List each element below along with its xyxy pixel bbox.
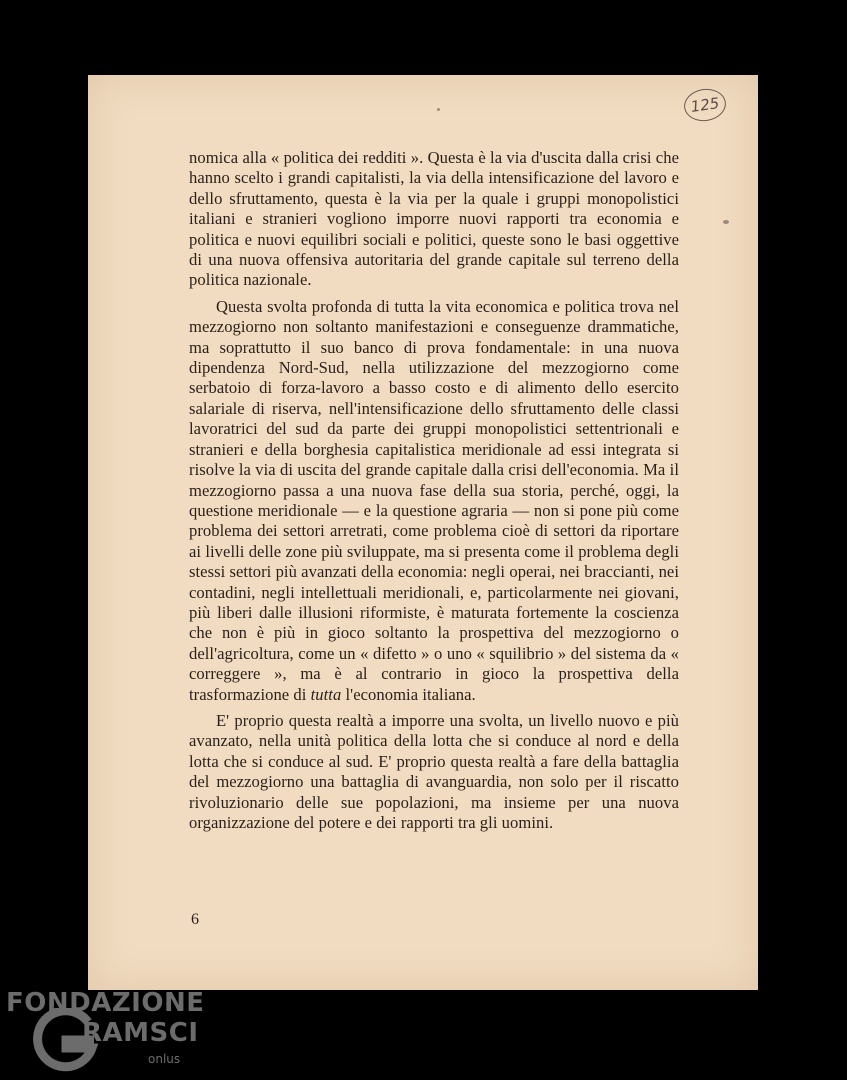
document-page <box>88 75 758 990</box>
body-text <box>189 148 679 833</box>
page-number: 6 <box>191 911 199 928</box>
logo-onlus: onlus <box>148 1052 181 1066</box>
archive-number-stamp: 125 <box>682 86 728 124</box>
paragraph-1: nomica alla « politica dei redditi ». Questa è la via d'uscita dalla crisi che hanno scelto i grandi capitalisti, la via della intensificazione del lavoro e dello sfruttamento, questa è la via per la quale i gruppi monopolistici italiani e stranieri vogliono imporre nuovi rapporti tra economia e politica e nuovi equilibri sociali e politici, queste sono le basi oggettive di una nuova offensiva autoritaria del grande capitale sul terreno della politica nazionale. <box>189 148 679 290</box>
logo-line-2: RAMSCI <box>82 1018 199 1048</box>
logo-line-1: FONDAZIONE <box>6 988 205 1018</box>
fondazione-gramsci-logo <box>0 986 215 1080</box>
paragraph-2 <box>189 297 679 705</box>
paragraph-2-italic: tutta <box>310 684 342 704</box>
paragraph-2-text: Questa svolta profonda di tutta la vita economica e politica trova nel mezzogiorno non soltanto manifestazioni e conseguenze drammatiche, ma soprattutto il suo banco di prova fondamentale: in una nuova dipendenza Nord-Sud, nella utilizzazione del mezzogiorno come serbatoio di forza-lavoro a basso costo e di alimento dello esercito salariale di riserva, nell'intensificazione dello sfruttamento delle classi lavoratrici del sud da parte dei gruppi monopolistici settentrionali e stranieri e della borghesia capitalistica meridionale ad essi integrata si risolve la via di uscita del grande capitale dalla crisi dell'economia. Ma il mezzogiorno passa a una nuova fase della sua storia, perché, oggi, la questione meridionale — e la questione agraria — non si pone più come problema dei settori arretrati, come problema cioè di settori da riportare ai livelli delle zone più sviluppate, ma si presenta come il problema degli stessi settori più avanzati della economia: negli operai, nei braccianti, nei contadini, negli intellettuali meridionali, e, particolarmente nei giovani, più liberi dalle illusioni riformiste, è maturata fortemente la coscienza che non è più in gioco soltanto la prospettiva del mezzogiorno o dell'agricoltura, come un « difetto » o uno « squilibrio » del sistema da « correggere », ma è al contrario in gioco la prospettiva della trasformazione di <box>189 296 679 704</box>
paper-speck <box>437 108 440 111</box>
paper-speck <box>723 220 729 224</box>
paragraph-2-end: l'economia italiana. <box>341 684 476 704</box>
paragraph-3: E' proprio questa realtà a imporre una svolta, un livello nuovo e più avanzato, nella unità politica della lotta che si conduce al nord e della lotta che si conduce al sud. E' proprio questa realtà a fare della battaglia del mezzogiorno una battaglia di avanguardia, non solo per il riscatto rivoluzionario delle sue popolazioni, ma insieme per una nuova organizzazione del potere e dei rapporti tra gli uomini. <box>189 710 679 832</box>
